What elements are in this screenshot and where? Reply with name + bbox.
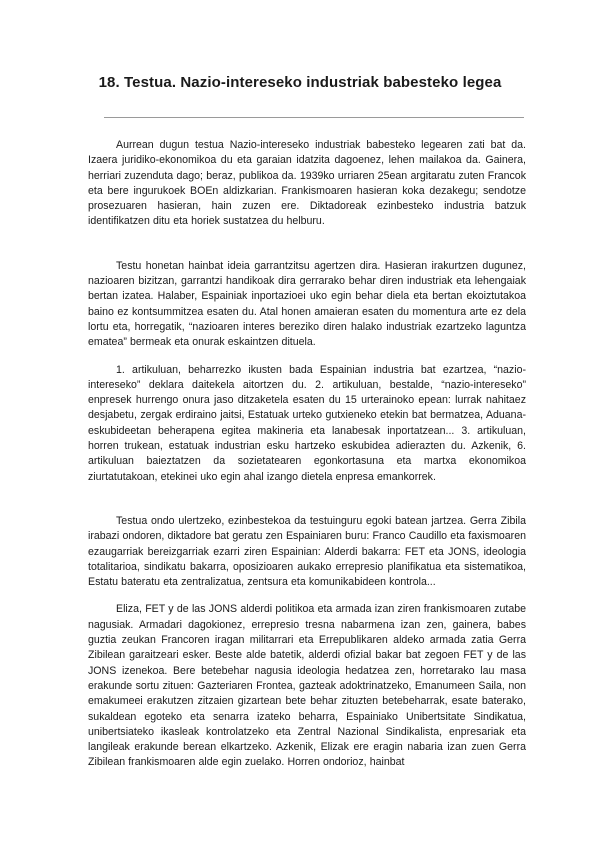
document-body (88, 130, 526, 771)
title-divider (104, 117, 524, 118)
page-title: 18. Testua. Nazio-intereseko industriak babesteko legea (98, 74, 502, 91)
paragraph-articles: 1. artikuluan, beharrezko ikusten bada Espainian industria bat ezartzea, “nazio-intereseko” deklara daitekela aitortzen du. 2. artikuluan, bestalde, “nazio-intereseko” enpresek hurrengo onura jaso ditzaketela esaten du 15 urterainoko epean: lurrak nahitaez desjabetu, zergak erdiraino jaitsi, Estatuak urteko gutxieneko etekin bat bermatzea, Aduana-eskubideetan beherapena egitea makineria eta lanabesak inportatzean... 3. artikuluan, horren trukean, estatuak industrian esku hartzeko eskubidea adierazten du. Azkenik, 6. artikuluan baieztatzen da sozietatearen egonkortasuna eta martxa ekonomikoa ziurtatutakoan, etekinei uko egin ahal izango dietela enpresa emankorrek. (88, 363, 526, 483)
paragraph-context: Testua ondo ulertzeko, ezinbestekoa da testuinguru egoki batean jartzea. Gerra Zibila irabazi ondoren, diktadore bat geratu zen Espainiaren buru: Franco Caudillo eta faxismoaren ezaugarriak bereizgarriak ezarri ziren Espainian: Alderdi bakarra: FET eta JONS, ideologia totalitarioa, sindikatu bakarra, oposizioaren aukako errepresio planifikatua eta sistematikoa, Estatu bateratu eta zentralizatua, zentsura eta komunikabideen kontrola... (88, 514, 526, 589)
paragraph-intro: Aurrean dugun testua Nazio-intereseko industriak babesteko legearen zati bat da. Izaera juridiko-ekonomikoa du eta garaian idatzita dagoenez, lehen mailakoa da. Gainera, herriari zuzenduta dago; beraz, publikoa da. 1939ko urriaren 25ean argitaratu zuten Francok eta bere ingurukoek BOEn aldizkarian. Frankismoaren hasieran koka dezakegu; sendotze prosezuaren hasieran, hain zuzen ere. Diktadoreak ezinbesteko industria batzuk identifikatzen ditu eta horiek sustatzea du helburu. (88, 139, 526, 228)
paragraph-main-ideas: Testu honetan hainbat ideia garrantzitsu agertzen dira. Hasieran irakurtzen dugunez, nazioaren bizitzan, garrantzi handikoak dira gerrarako behar diren industriak eta lehengaiak bertan izatea. Halaber, Espainiak inportazioei uko egin behar diela eta bertan ekoiztutakoa baino ez kontsummitzea esaten du. Atal honen amaieran esaten du momentura arte ez dela lortu eta, horregatik, “nazioaren interes bereziko diren halako industriak ezartzeko laguntza ematea” bermeak eta onurak eskaintzen dituela. (88, 259, 526, 349)
paragraph-pillars: Eliza, FET y de las JONS alderdi politikoa eta armada izan ziren frankismoaren zutabe nagusiak. Armadari dagokionez, errepresio tresna nabarmena izan zen, gainera, babes guztia zeukan Francoren iragan militarrari eta Errepublikaren aldeko armada zatia Gerra Zibilean garaitzeari esker. Beste alde batetik, alderdi ofizial bakar bat zegoen FET y de las JONS izenekoa. Bere betebehar nagusia ideologia hedatzea zen, horretarako lau masa erakunde sortu zituen: Gazteriaren Frontea, gazteak adoktrinatzeko, Emanumeen Saila, non emakumeei erakutzen zitzaien gizartean bete behar zituzten betebeharrak, esate baterako, sukaldean egoteko eta senarra izateko beharra, Espainiako Unibertsitate Sindikatua, unibertsiateko ikasleak kontrolatzeko eta Zentral Nazional Sindikalista, enpresariak eta langileak erakunde berean elkartzeko. Azkenik, Elizak ere eragin nabaria izan zuen Gerra Zibilean frankismoaren alde egin zuelako. Horren ondorioz, hainbat (88, 603, 526, 769)
